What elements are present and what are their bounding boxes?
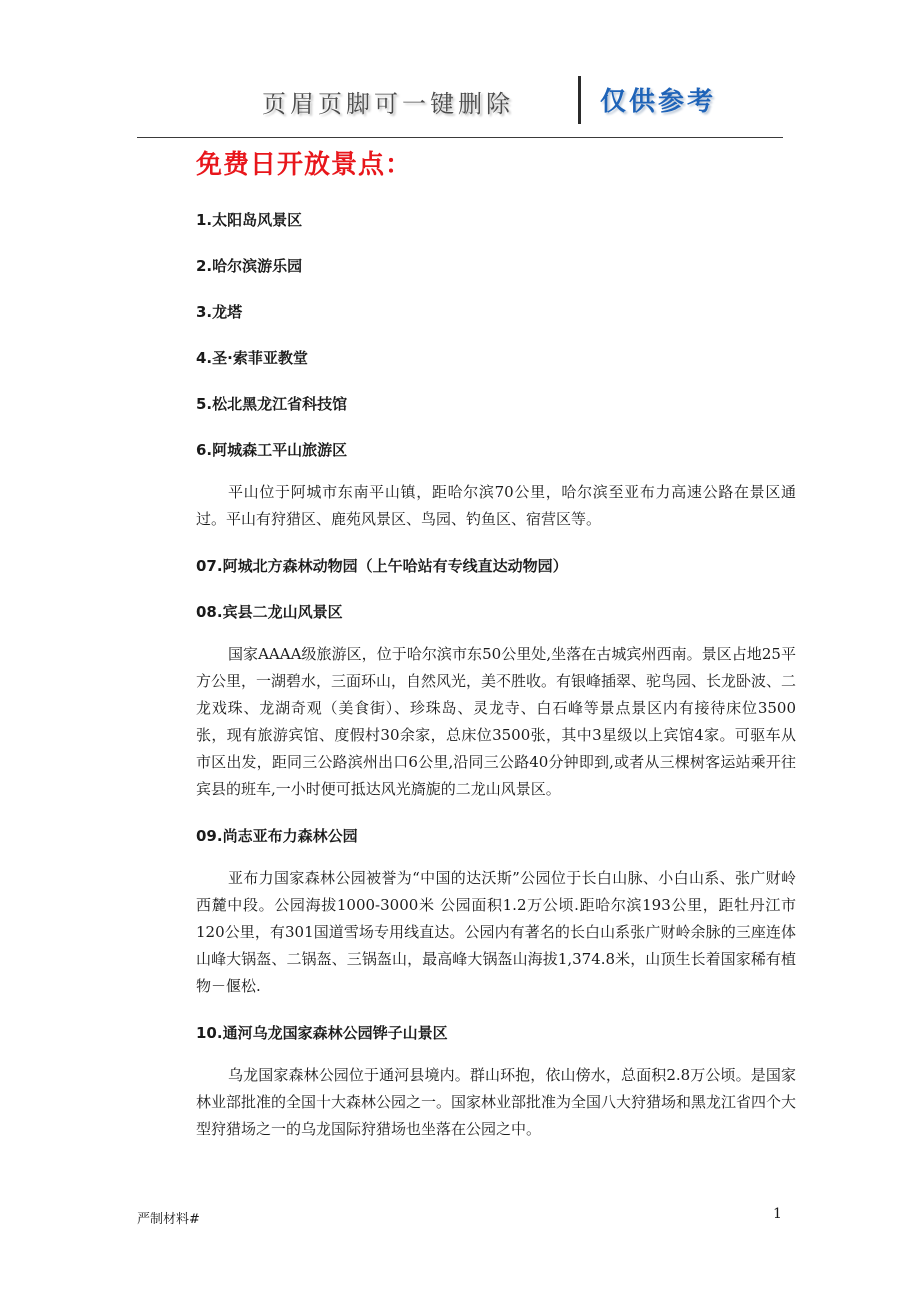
item-heading-8: 08.宾县二龙山风景区 (196, 603, 343, 621)
header-divider (578, 76, 581, 124)
item-heading-5: 5.松北黑龙江省科技馆 (196, 395, 348, 413)
item-heading-6: 6.阿城森工平山旅游区 (196, 441, 348, 459)
item-heading-10: 10.通河乌龙国家森林公园铧子山景区 (196, 1024, 448, 1042)
item-paragraph-6: 平山位于阿城市东南平山镇，距哈尔滨70公里，哈尔滨至亚布力高速公路在景区通过。平山有狩猎区、鹿苑风景区、鸟园、钓鱼区、宿营区等。 (196, 483, 796, 528)
item-paragraph-8: 国家AAAA级旅游区，位于哈尔滨市东50公里处,坐落在古城宾州西南。景区占地25平方公里，一湖碧水，三面环山，自然风光，美不胜收。有银峰插翠、驼鸟园、长龙卧波、二龙戏珠、龙湖奇观（美食街）、珍珠岛、灵龙寺、白石峰等景点景区内有接待床位3500张，现有旅游宾馆、度假村30余家，总床位3500张，其中3星级以上宾馆4家。可驱车从市区出发，距同三公路滨州出口6公里,沿同三公路40分钟即到,或者从三棵树客运站乘开往宾县的班车,一小时便可抵达风光旖旎的二龙山风景区。 (196, 645, 797, 798)
header-rule (137, 137, 783, 138)
document-body (196, 145, 796, 1165)
item-paragraph-10: 乌龙国家森林公园位于通河县境内。群山环抱，依山傍水，总面积2.8万公顷。是国家林业部批准的全国十大森林公园之一。国家林业部批准为全国八大狩猎场和黑龙江省四个大型狩猎场之一的乌龙国际狩猎场也坐落在公园之中。 (196, 1066, 797, 1138)
item-heading-3: 3.龙塔 (196, 303, 243, 321)
item-paragraph-9: 亚布力国家森林公园被誉为“中国的达沃斯”公园位于长白山脉、小白山系、张广财岭西麓中段。公园海拔1000-3000米 公园面积1.2万公顷.距哈尔滨193公里，距牡丹江市120公里，有301国道雪场专用线直达。公园内有著名的长白山系张广财岭余脉的三座连体山峰大锅盔、二锅盔、三锅盔山，最高峰大锅盔山海拔1,374.8米，山顶生长着国家稀有植物－偃松. (196, 869, 796, 995)
page-title: 免费日开放景点： (196, 150, 413, 180)
item-heading-2: 2.哈尔滨游乐园 (196, 257, 303, 275)
item-heading-7: 07.阿城北方森林动物园（上午哈站有专线直达动物园） (196, 557, 568, 575)
item-heading-9: 09.尚志亚布力森林公园 (196, 827, 358, 845)
footer-text: 严制材料# (137, 1212, 200, 1227)
page-number: 1 (773, 1206, 782, 1222)
item-heading-4: 4.圣·索菲亚教堂 (196, 349, 308, 367)
item-heading-1: 1.太阳岛风景区 (196, 211, 303, 229)
header-left-text: 页眉页脚可一键删除 (262, 90, 514, 118)
header-right-text: 仅供参考 (600, 87, 717, 117)
